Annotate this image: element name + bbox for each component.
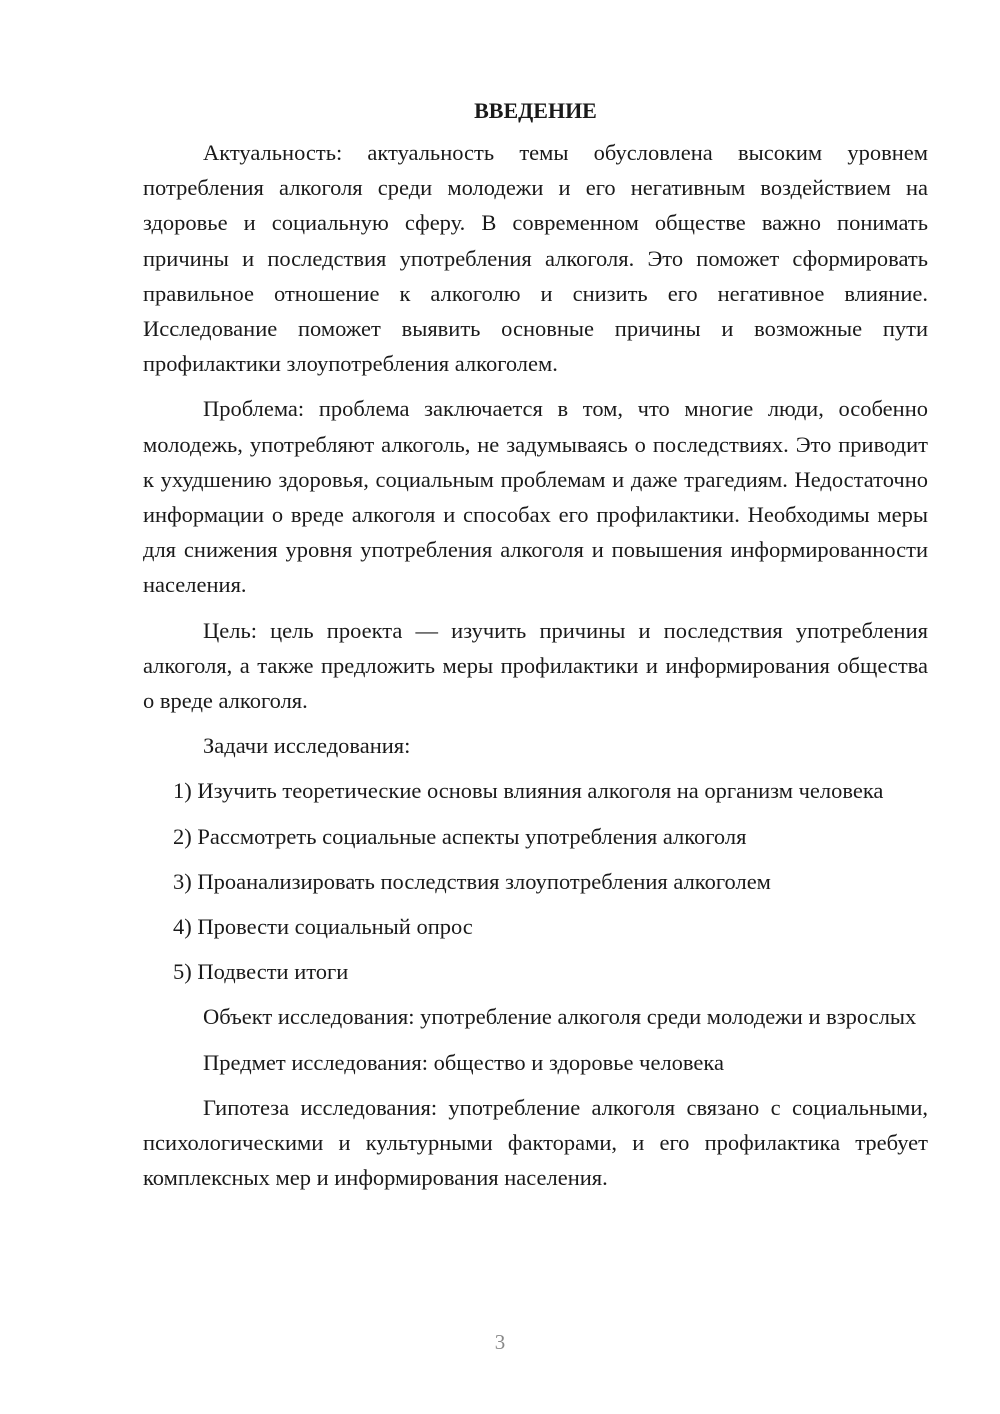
problem-paragraph: Проблема: проблема заключается в том, что многие люди, особенно молодежь, употребляют алкоголь, не задумываясь о последствиях. Это приводит к ухудшению здоровья, социальным проблемам и даже трагедиям. Недостаточно информации о вреде алкоголя и способах его профилактики. Необходимы меры для снижения уровня употребления алкоголя и повышения информированности населения.: [143, 396, 928, 598]
page-number: 3: [494, 1330, 506, 1354]
document-page: [143, 94, 928, 1205]
goal-paragraph: Цель: цель проекта — изучить причины и последствия употребления алкоголя, а также предложить меры профилактики и информирования общества о вреде алкоголя.: [143, 617, 928, 714]
hypothesis-paragraph: Гипотеза исследования: употребление алкоголя связано с социальными, психологическими и культурными факторами, и его профилактика требует комплексных мер и информирования населения.: [143, 1094, 928, 1191]
object-paragraph: Объект исследования: употребление алкоголя среди молодежи и взрослых: [203, 1004, 917, 1030]
task-item-3: 3) Проанализировать последствия злоупотребления алкоголем: [173, 868, 771, 894]
task-item-2: 2) Рассмотреть социальные аспекты употребления алкоголя: [173, 823, 747, 849]
page-title: ВВЕДЕНИЕ: [474, 98, 597, 123]
tasks-heading: Задачи исследования:: [203, 733, 411, 759]
task-item-1: 1) Изучить теоретические основы влияния алкоголя на организм человека: [173, 778, 884, 804]
task-item-4: 4) Провести социальный опрос: [173, 914, 473, 940]
relevance-paragraph: Актуальность: актуальность темы обусловлена высоким уровнем потребления алкоголя среди молодежи и его негативным воздействием на здоровье и социальную сферу. В современном обществе важно понимать причины и последствия употребления алкоголя. Это поможет сформировать правильное отношение к алкоголю и снизить его негативное влияние. Исследование поможет выявить основные причины и возможные пути профилактики злоупотребления алкоголем.: [143, 140, 928, 377]
task-item-5: 5) Подвести итоги: [173, 959, 349, 985]
subject-paragraph: Предмет исследования: общество и здоровье человека: [203, 1049, 724, 1075]
